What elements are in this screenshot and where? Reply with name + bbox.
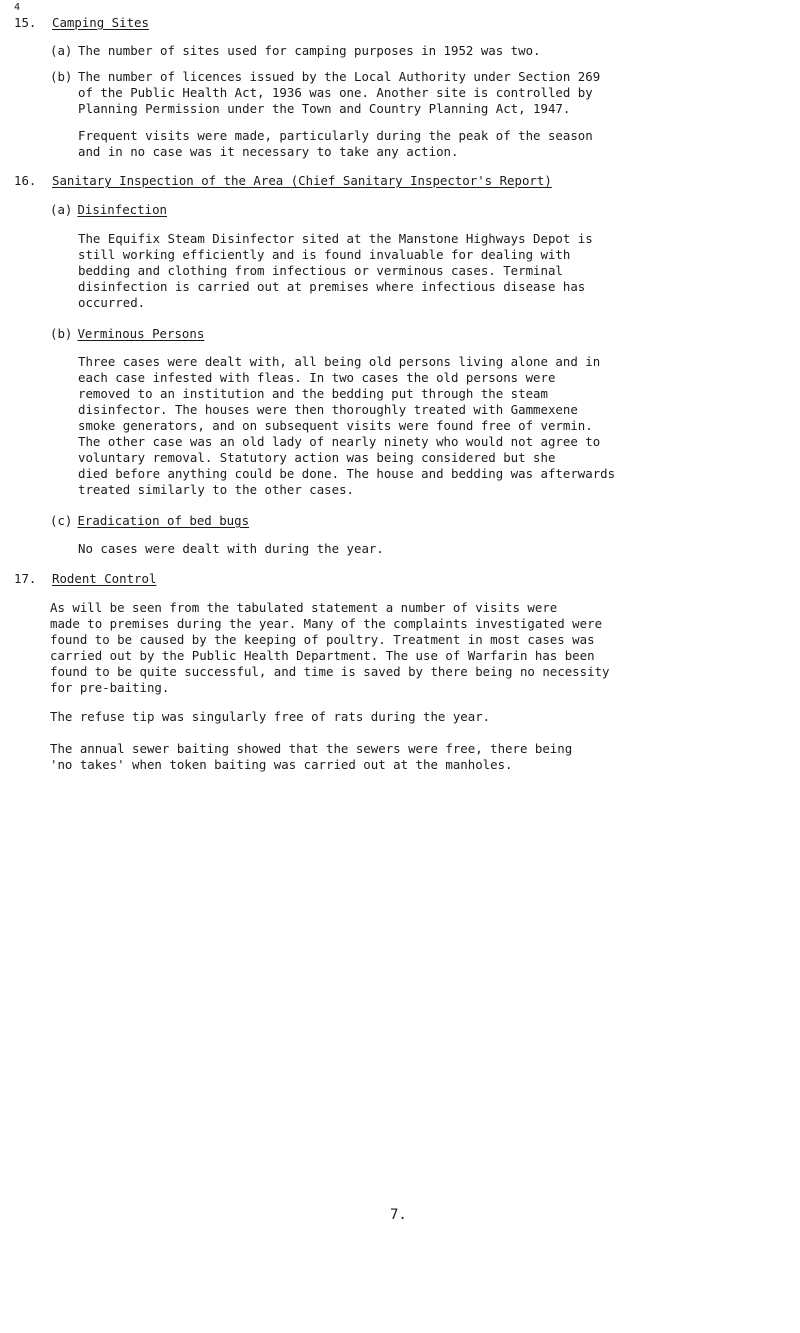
section-16-number: 16. (14, 173, 37, 188)
section-16-b (50, 326, 204, 341)
section-15-b-text: The number of licences issued by the Local Authority under Section 269 of the Public Health Act, 1936 was one. Another site is controlled by Planning Permission under the Town and Country Planning Act, 1947. (78, 69, 601, 116)
section-16-c-text: No cases were dealt with during the year. (78, 541, 384, 556)
section-17-paragraph-2: The refuse tip was singularly free of rats during the year. (50, 709, 491, 724)
section-16-c-title: Eradication of bed bugs (77, 513, 250, 528)
section-16-c-label: (c) (50, 513, 73, 528)
section-15-b-label: (b) (50, 69, 73, 84)
section-16-b-text: Three cases were dealt with, all being old persons living alone and in each case infested with fleas. In two cases the old persons were removed to an institution and the bedding put through the steam disinfector. The houses were then thoroughly treated with Gammexene smoke generators, and on subsequent visits were found free of vermin. The other case was an old lady of nearly ninety who would not agree to voluntary removal. Statutory action was being considered but she died before anything could be done. The house and bedding was afterwards treated similarly to the other cases. (78, 354, 616, 497)
section-15-a-text: The number of sites used for camping purposes in 1952 was two. (78, 43, 541, 58)
section-16-a-title: Disinfection (77, 202, 167, 217)
section-15-number: 15. (14, 15, 37, 30)
section-17-paragraph-3: The annual sewer baiting showed that the sewers were free, there being 'no takes' when token baiting was carried out at the manholes. (50, 741, 573, 772)
section-15-a-label: (a) (50, 43, 73, 58)
section-15-title: Camping Sites (52, 15, 149, 30)
section-17-paragraph-1: As will be seen from the tabulated statement a number of visits were made to premises during the year. Many of the complaints investigated were found to be caused by the keeping of poultry. Treatment in most cases was carried out by the Public Health Department. The use of Warfarin has been found to be quite successful, and time is saved by there being no necessity for pre-baiting. (50, 600, 610, 695)
page-number: 7. (390, 1207, 407, 1223)
section-17-title: Rodent Control (52, 571, 157, 586)
section-16-b-label: (b) (50, 326, 73, 341)
section-16-title: Sanitary Inspection of the Area (Chief Sanitary Inspector's Report) (52, 173, 552, 188)
section-16-b-title: Verminous Persons (77, 326, 205, 341)
section-16-a (50, 202, 167, 217)
section-15-b (50, 69, 73, 84)
section-16-a-label: (a) (50, 202, 73, 217)
section-15-b-text-2: Frequent visits were made, particularly during the peak of the season and in no case was it necessary to take any action. (78, 128, 593, 159)
corner-mark: 4 (14, 2, 21, 13)
section-16-c (50, 513, 249, 528)
section-17-number: 17. (14, 571, 37, 586)
section-16-a-text: The Equifix Steam Disinfector sited at the Manstone Highways Depot is still working efficiently and is found invaluable for dealing with bedding and clothing from infectious or verminous cases. Terminal disinfection is carried out at premises where infectious disease has occurred. (78, 231, 593, 310)
section-15-a (50, 43, 73, 58)
